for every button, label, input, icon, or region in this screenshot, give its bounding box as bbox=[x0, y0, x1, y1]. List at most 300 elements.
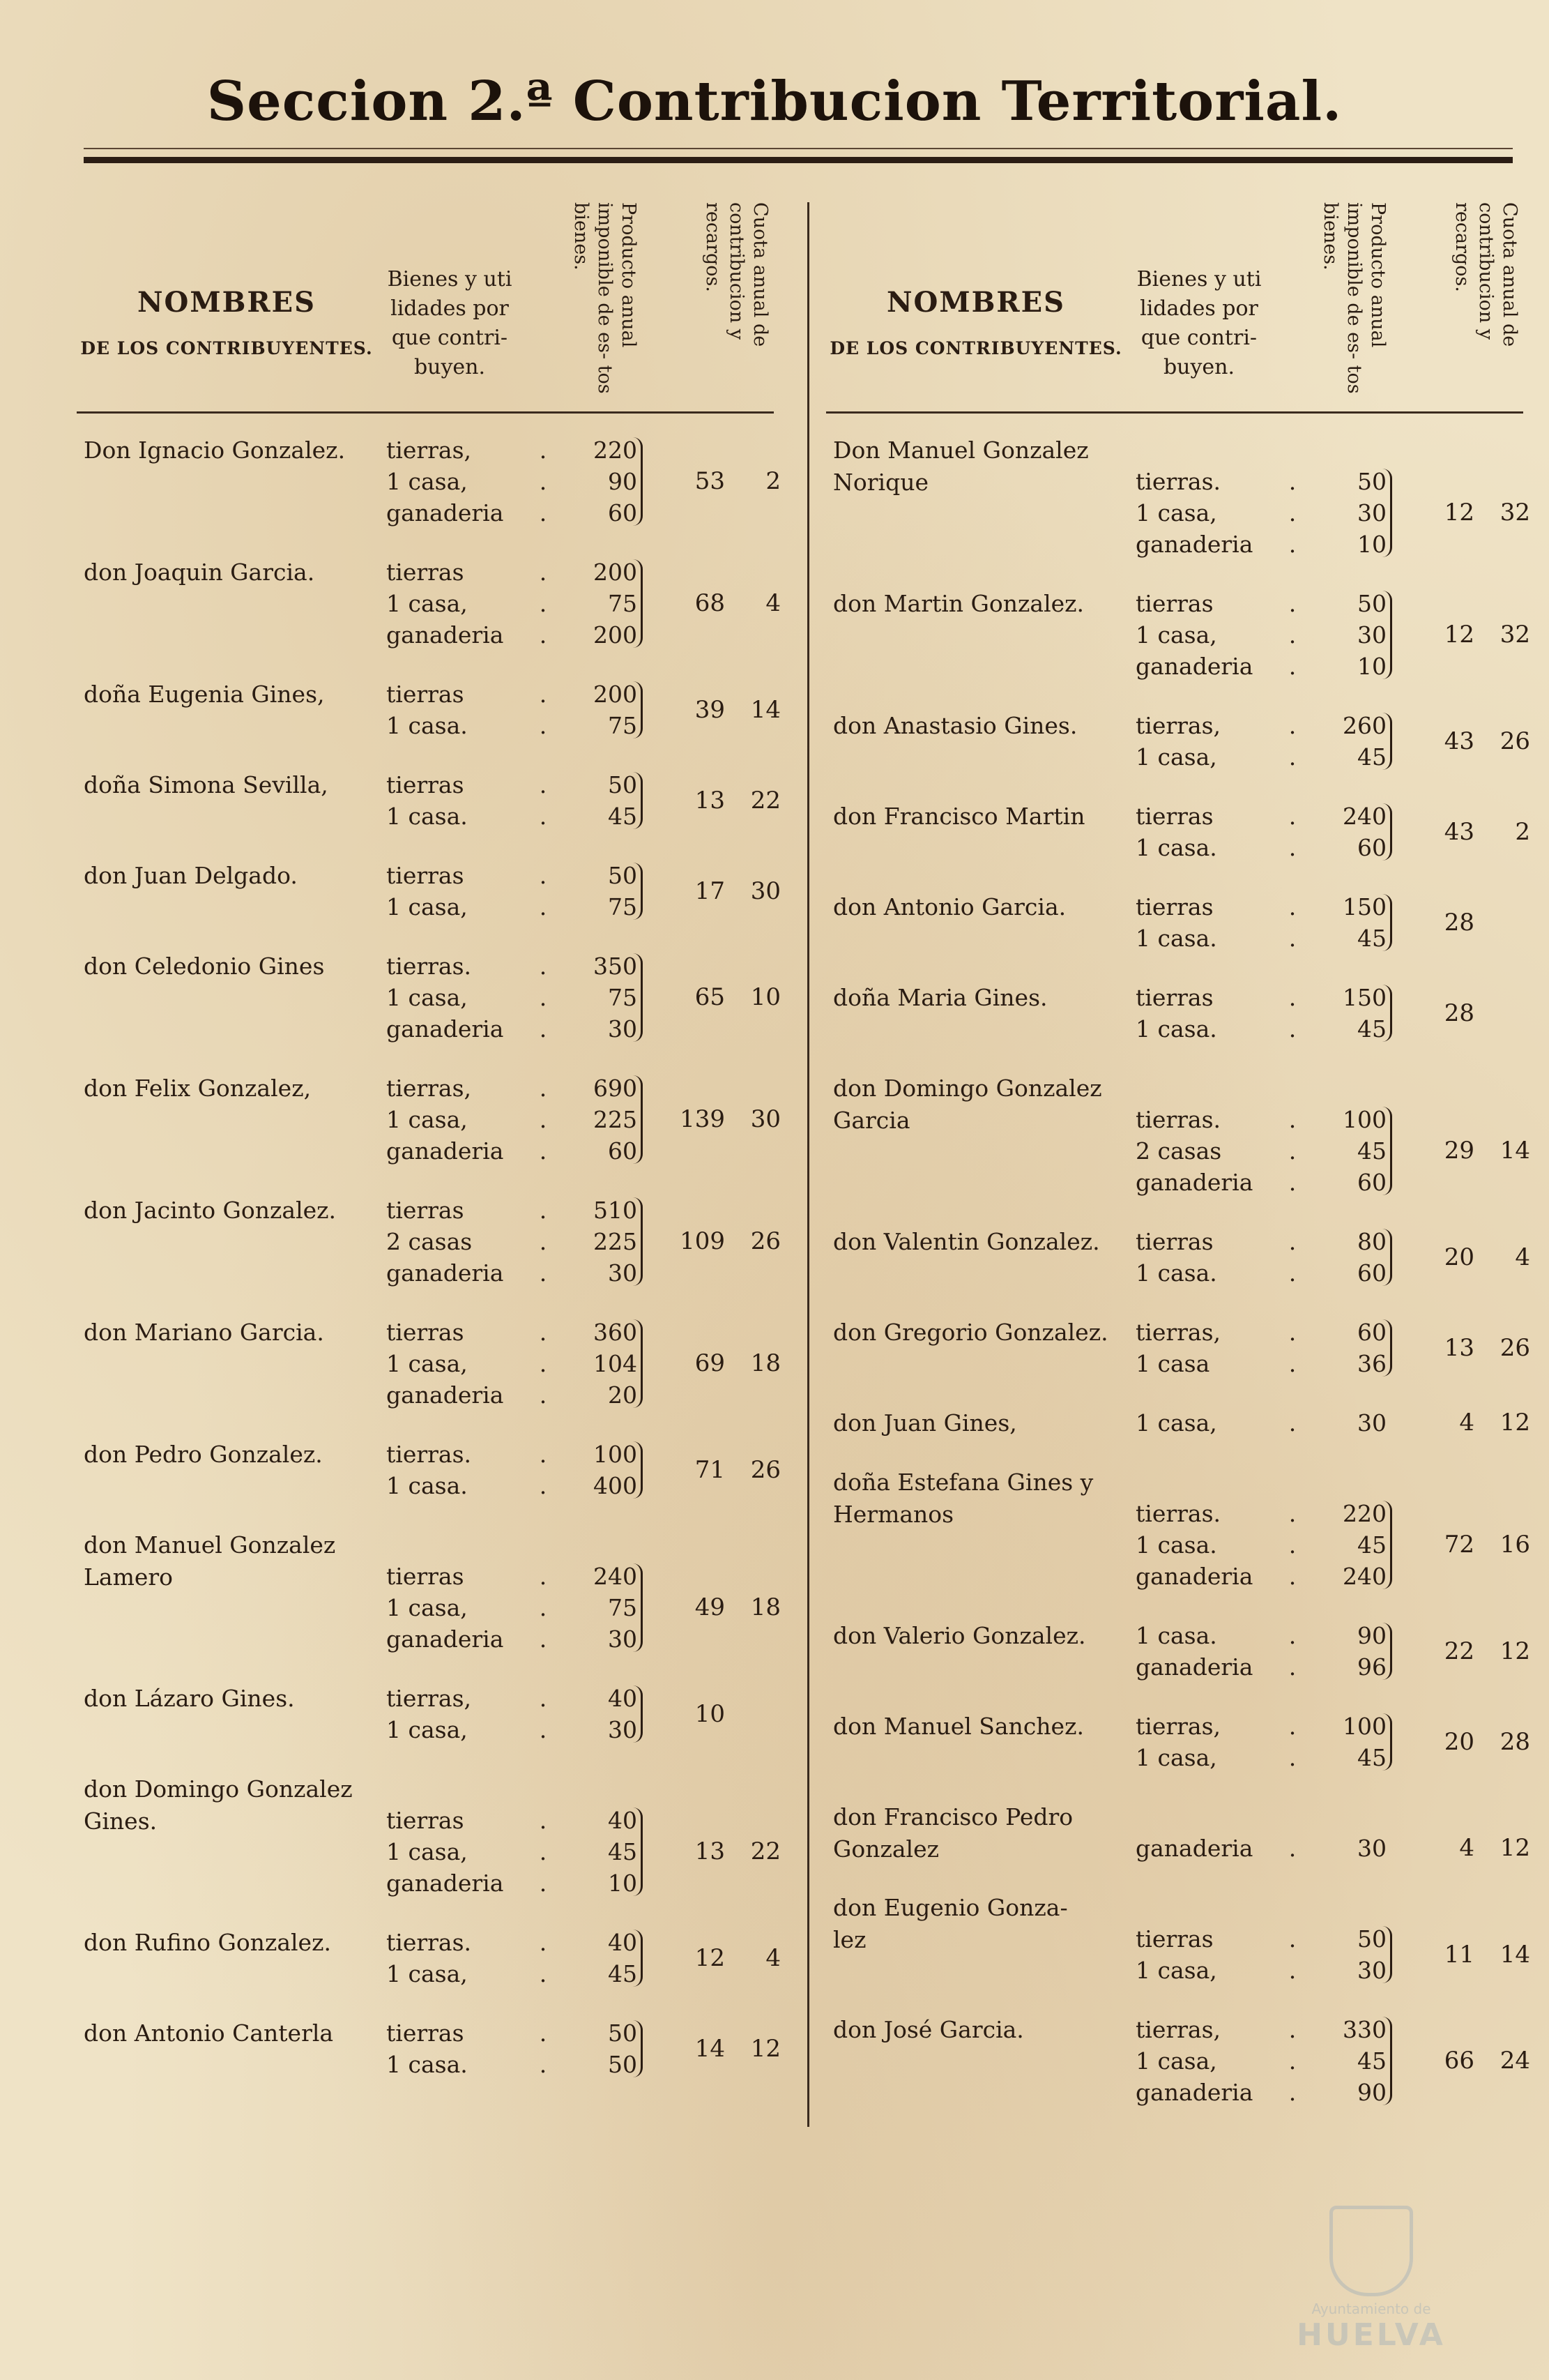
table-row bbox=[826, 1711, 1530, 1773]
property-value: 200 bbox=[593, 681, 637, 708]
property-type: tierras bbox=[386, 1807, 464, 1834]
leader-dot: . bbox=[539, 621, 547, 649]
watermark-big: HUELVA bbox=[1297, 2317, 1446, 2353]
leader-dot: . bbox=[539, 1685, 547, 1712]
property-type: tierras. bbox=[386, 1929, 471, 1956]
table-row bbox=[826, 891, 1523, 954]
cuota-reales: 13 bbox=[694, 786, 725, 814]
table-row bbox=[77, 1529, 781, 1655]
property-list bbox=[383, 1439, 648, 1501]
leader-dot bbox=[533, 1773, 554, 1805]
property-type: 1 casa, bbox=[386, 893, 468, 920]
table-row bbox=[826, 1892, 1530, 1986]
property-item bbox=[1133, 1407, 1398, 1439]
property-item bbox=[1133, 982, 1398, 1013]
property-type: tierras bbox=[386, 559, 464, 586]
property-item bbox=[1133, 497, 1398, 529]
property-item bbox=[1133, 1466, 1398, 1498]
leader-dot: . bbox=[539, 559, 547, 586]
property-item bbox=[1133, 923, 1398, 954]
cuota-maravedis: 12 bbox=[1500, 1834, 1530, 1862]
leader-dot: . bbox=[1288, 893, 1297, 920]
property-value: 45 bbox=[1357, 1531, 1387, 1559]
property-type: ganaderia bbox=[386, 1870, 504, 1897]
table-row bbox=[77, 1195, 781, 1289]
leader-dot: . bbox=[1288, 1957, 1297, 1984]
property-value: 50 bbox=[1357, 468, 1387, 495]
property-item bbox=[1133, 1013, 1398, 1045]
property-item bbox=[383, 801, 648, 832]
contributor-name: don Eugenio Gonza- lez bbox=[833, 1894, 1068, 1953]
property-list bbox=[383, 1072, 648, 1167]
property-type: 1 casa, bbox=[1136, 2047, 1217, 2075]
property-value bbox=[554, 1773, 641, 1805]
property-value: 45 bbox=[608, 803, 637, 830]
leader-dot: . bbox=[539, 468, 547, 495]
leader-dot: . bbox=[539, 1870, 547, 1897]
property-type: tierras. bbox=[1136, 1500, 1221, 1527]
property-item bbox=[383, 1927, 648, 1958]
leader-dot: . bbox=[539, 681, 547, 708]
grouping-brace bbox=[1382, 1926, 1392, 1983]
property-value: 510 bbox=[593, 1197, 637, 1224]
property-list bbox=[1133, 1620, 1398, 1683]
leader-dot: . bbox=[1288, 2016, 1297, 2043]
property-value: 100 bbox=[593, 1441, 637, 1468]
property-list bbox=[1133, 801, 1398, 863]
property-list bbox=[383, 1927, 648, 1989]
property-value: 40 bbox=[608, 1929, 637, 1956]
cuota-reales: 68 bbox=[694, 589, 725, 617]
huelva-watermark bbox=[1291, 2206, 1451, 2353]
property-item bbox=[1133, 891, 1398, 923]
leader-dot: . bbox=[1288, 1713, 1297, 1740]
property-list bbox=[1133, 1226, 1398, 1289]
property-item bbox=[383, 1135, 648, 1167]
property-value: 50 bbox=[1357, 590, 1387, 617]
property-value: 50 bbox=[608, 862, 637, 889]
leader-dot: . bbox=[539, 499, 547, 526]
leader-dot: . bbox=[1288, 653, 1297, 680]
property-type: tierras, bbox=[386, 1685, 471, 1712]
property-item bbox=[1133, 1923, 1398, 1955]
contributor-name: doña Eugenia Gines, bbox=[84, 681, 325, 708]
cuota-reales: 66 bbox=[1444, 2047, 1474, 2075]
property-type: ganaderia bbox=[1136, 1563, 1253, 1590]
table-row bbox=[826, 2014, 1530, 2108]
table-row bbox=[826, 1620, 1530, 1683]
property-value: 45 bbox=[1357, 743, 1387, 771]
leader-dot: . bbox=[1288, 1228, 1297, 1255]
property-type: 1 casa, bbox=[1136, 1744, 1217, 1771]
cuota-maravedis: 32 bbox=[1500, 621, 1530, 649]
property-value: 45 bbox=[1357, 1137, 1387, 1165]
property-value: 60 bbox=[1357, 1319, 1387, 1346]
property-type bbox=[1133, 1801, 1282, 1833]
property-list bbox=[383, 434, 648, 529]
cuota-amount bbox=[655, 1837, 781, 1865]
grouping-brace bbox=[632, 559, 643, 648]
leader-dot bbox=[1282, 1072, 1303, 1104]
leader-dot: . bbox=[1288, 531, 1297, 558]
property-item bbox=[383, 1714, 648, 1745]
property-type: 2 casas bbox=[1136, 1137, 1222, 1165]
property-item bbox=[383, 497, 648, 529]
cuota-reales: 28 bbox=[1444, 908, 1474, 937]
cuota-amount bbox=[1405, 727, 1530, 755]
contributor-name: don Manuel Sanchez. bbox=[833, 1713, 1084, 1740]
property-value: 60 bbox=[1357, 1259, 1387, 1287]
property-type: tierras bbox=[386, 2019, 464, 2047]
property-value: 260 bbox=[1343, 712, 1387, 739]
property-value: 220 bbox=[1343, 1500, 1387, 1527]
property-value: 10 bbox=[1357, 531, 1387, 558]
cuota-reales: 12 bbox=[1444, 499, 1474, 526]
property-list bbox=[383, 679, 648, 741]
property-value: 75 bbox=[608, 984, 637, 1011]
leader-dot: . bbox=[539, 1472, 547, 1499]
property-item bbox=[383, 2049, 648, 2080]
property-item bbox=[383, 556, 648, 588]
table-row bbox=[77, 860, 781, 923]
property-value: 80 bbox=[1357, 1228, 1387, 1255]
grouping-brace bbox=[1382, 1501, 1392, 1589]
header-names bbox=[77, 286, 376, 358]
cuota-amount bbox=[655, 983, 781, 1011]
cuota-reales: 10 bbox=[694, 1699, 725, 1728]
property-type: 1 casa. bbox=[386, 2051, 468, 2078]
table-row bbox=[826, 588, 1530, 682]
cuota-maravedis: 24 bbox=[1500, 2047, 1530, 2075]
cuota-amount bbox=[1405, 1137, 1530, 1165]
property-type: 1 casa, bbox=[386, 590, 468, 617]
property-item bbox=[383, 1805, 648, 1836]
property-type: tierras. bbox=[1136, 1106, 1221, 1133]
property-item bbox=[383, 891, 648, 923]
property-type: tierras. bbox=[386, 1441, 471, 1468]
cuota-amount bbox=[1405, 1728, 1530, 1756]
cuota-reales: 4 bbox=[1459, 1409, 1474, 1437]
property-item bbox=[1133, 1498, 1398, 1529]
cuota-maravedis bbox=[1481, 999, 1530, 1027]
contributor-name: doña Maria Gines. bbox=[833, 984, 1048, 1011]
leader-dot: . bbox=[539, 712, 547, 739]
property-type: tierras bbox=[386, 771, 464, 798]
cuota-reales: 72 bbox=[1444, 1531, 1474, 1559]
property-list bbox=[1133, 434, 1398, 560]
leader-dot: . bbox=[539, 1197, 547, 1224]
cuota-maravedis: 14 bbox=[750, 695, 781, 724]
property-type: 1 casa. bbox=[1136, 834, 1217, 861]
property-item bbox=[383, 982, 648, 1013]
leader-dot: . bbox=[1288, 2079, 1297, 2106]
leader-dot: . bbox=[539, 1716, 547, 1743]
cuota-maravedis: 12 bbox=[750, 2034, 781, 2063]
grouping-brace bbox=[1382, 469, 1392, 557]
property-value bbox=[1303, 1466, 1391, 1498]
property-type: 1 casa, bbox=[1136, 743, 1217, 771]
leader-dot: . bbox=[539, 1228, 547, 1255]
cuota-amount bbox=[655, 589, 781, 617]
property-value: 400 bbox=[593, 1472, 637, 1499]
property-item bbox=[1133, 529, 1398, 560]
contributor-name: doña Simona Sevilla, bbox=[84, 771, 328, 798]
property-value: 45 bbox=[1357, 1744, 1387, 1771]
leader-dot: . bbox=[539, 1594, 547, 1621]
property-item bbox=[1133, 1317, 1398, 1348]
cuota-maravedis: 18 bbox=[750, 1593, 781, 1621]
cuota-reales: 39 bbox=[694, 695, 725, 724]
leader-dot: . bbox=[539, 1015, 547, 1043]
cuota-amount bbox=[1405, 1834, 1530, 1862]
cuota-maravedis: 12 bbox=[1500, 1637, 1530, 1665]
property-item bbox=[383, 2017, 648, 2049]
leader-dot: . bbox=[1288, 1653, 1297, 1681]
property-item bbox=[1133, 619, 1398, 651]
property-item bbox=[383, 434, 648, 466]
property-item bbox=[1133, 741, 1398, 773]
property-value: 104 bbox=[593, 1350, 637, 1377]
leader-dot: . bbox=[1288, 1259, 1297, 1287]
property-value: 220 bbox=[593, 437, 637, 464]
property-type: ganaderia bbox=[386, 1259, 504, 1287]
grouping-brace bbox=[1382, 985, 1392, 1042]
property-type: 1 casa. bbox=[1136, 1531, 1217, 1559]
property-value: 330 bbox=[1343, 2016, 1387, 2043]
grouping-brace bbox=[632, 1075, 643, 1164]
property-item bbox=[383, 1348, 648, 1379]
leader-dot: . bbox=[1288, 1925, 1297, 1953]
cuota-reales: 13 bbox=[1444, 1333, 1474, 1362]
property-value: 30 bbox=[608, 1015, 637, 1043]
property-type: 1 casa. bbox=[1136, 1259, 1217, 1287]
cuota-maravedis: 22 bbox=[750, 786, 781, 814]
property-type bbox=[1133, 1892, 1282, 1923]
property-item bbox=[383, 1226, 648, 1257]
property-type bbox=[1133, 1072, 1282, 1104]
property-item bbox=[383, 950, 648, 982]
property-value: 45 bbox=[608, 1960, 637, 1987]
grouping-brace bbox=[632, 1685, 643, 1743]
property-item bbox=[383, 1439, 648, 1470]
property-item bbox=[1133, 434, 1398, 466]
table-row bbox=[77, 1683, 774, 1745]
property-type: tierras bbox=[1136, 893, 1214, 920]
leader-dot bbox=[533, 1529, 554, 1561]
property-type: tierras bbox=[1136, 590, 1214, 617]
leader-dot: . bbox=[1288, 925, 1297, 952]
property-type bbox=[383, 1529, 533, 1561]
leader-dot: . bbox=[539, 953, 547, 980]
entries-right bbox=[826, 434, 1530, 2108]
title-rule-thin bbox=[84, 148, 1513, 149]
property-list bbox=[1133, 891, 1398, 954]
property-type: tierras bbox=[386, 862, 464, 889]
property-value: 75 bbox=[608, 893, 637, 920]
property-item bbox=[383, 769, 648, 801]
property-type: ganaderia bbox=[1136, 1653, 1253, 1681]
cuota-reales: 43 bbox=[1444, 817, 1474, 846]
property-item bbox=[383, 1529, 648, 1561]
property-item bbox=[1133, 1529, 1398, 1561]
property-item bbox=[383, 860, 648, 891]
cuota-amount bbox=[655, 1593, 781, 1621]
leader-dot: . bbox=[539, 1807, 547, 1834]
contributor-name: don Antonio Canterla bbox=[84, 2019, 334, 2047]
leader-dot: . bbox=[1288, 590, 1297, 617]
leader-dot: . bbox=[1288, 834, 1297, 861]
leader-dot: . bbox=[539, 590, 547, 617]
grouping-brace bbox=[632, 2020, 643, 2077]
property-list bbox=[383, 556, 648, 651]
property-item bbox=[1133, 1651, 1398, 1683]
leader-dot: . bbox=[539, 984, 547, 1011]
leader-dot: . bbox=[539, 1350, 547, 1377]
cuota-reales: 13 bbox=[694, 1837, 725, 1865]
grouping-brace bbox=[1382, 2017, 1392, 2105]
property-value: 36 bbox=[1357, 1350, 1387, 1377]
grouping-brace bbox=[1382, 1107, 1392, 1195]
property-item bbox=[1133, 1257, 1398, 1289]
table-header-left bbox=[77, 181, 774, 414]
property-type: tierras bbox=[386, 1197, 464, 1224]
table-row bbox=[826, 1072, 1530, 1198]
cuota-amount bbox=[655, 1349, 781, 1377]
property-value: 45 bbox=[1357, 2047, 1387, 2075]
property-type: tierras bbox=[1136, 984, 1214, 1011]
cuota-maravedis: 30 bbox=[750, 877, 781, 905]
cuota-amount bbox=[655, 877, 781, 905]
property-type: 1 casa, bbox=[1136, 621, 1217, 649]
property-value: 40 bbox=[608, 1685, 637, 1712]
property-type: 1 casa, bbox=[386, 984, 468, 1011]
cuota-reales: 139 bbox=[680, 1105, 725, 1133]
property-value bbox=[1303, 1892, 1391, 1923]
property-item bbox=[1133, 1135, 1398, 1167]
cuota-amount bbox=[655, 1456, 781, 1484]
property-item bbox=[383, 710, 648, 741]
contributor-name: don Antonio Garcia. bbox=[833, 893, 1067, 920]
property-item bbox=[383, 1623, 648, 1655]
property-type: ganaderia bbox=[386, 1137, 504, 1165]
property-item bbox=[1133, 2045, 1398, 2077]
property-type: tierras, bbox=[1136, 2016, 1221, 2043]
contributor-name: don Francisco Martin bbox=[833, 803, 1085, 830]
grouping-brace bbox=[632, 953, 643, 1042]
property-value: 60 bbox=[608, 1137, 637, 1165]
property-value: 225 bbox=[593, 1228, 637, 1255]
cuota-reales: 17 bbox=[694, 877, 725, 905]
property-value: 60 bbox=[1357, 1169, 1387, 1196]
property-list bbox=[1133, 2014, 1398, 2108]
property-value: 90 bbox=[608, 468, 637, 495]
cuota-maravedis: 12 bbox=[1500, 1409, 1530, 1437]
grouping-brace bbox=[632, 681, 643, 738]
grouping-brace bbox=[1382, 803, 1392, 861]
contributor-name: don Lázaro Gines. bbox=[84, 1685, 295, 1712]
property-value: 30 bbox=[608, 1716, 637, 1743]
property-type: 1 casa. bbox=[1136, 1015, 1217, 1043]
leader-dot: . bbox=[1288, 1622, 1297, 1649]
contributor-name: don Celedonio Gines bbox=[84, 953, 325, 980]
leader-dot: . bbox=[539, 893, 547, 920]
table-row bbox=[826, 1801, 1530, 1864]
property-item bbox=[1133, 1072, 1398, 1104]
property-type: tierras, bbox=[1136, 1713, 1221, 1740]
grouping-brace bbox=[1382, 894, 1392, 951]
property-value: 60 bbox=[1357, 834, 1387, 861]
grouping-brace bbox=[1382, 1623, 1392, 1680]
property-value: 40 bbox=[608, 1807, 637, 1834]
property-item bbox=[383, 1683, 648, 1714]
cuota-amount bbox=[655, 467, 781, 495]
property-value: 45 bbox=[1357, 1015, 1387, 1043]
property-type bbox=[1133, 1466, 1282, 1498]
leader-dot: . bbox=[539, 862, 547, 889]
leader-dot: . bbox=[1288, 2047, 1297, 2075]
cuota-reales: 20 bbox=[1444, 1727, 1474, 1756]
leader-dot: . bbox=[1288, 1835, 1297, 1862]
contributor-name: don Juan Gines, bbox=[833, 1409, 1017, 1437]
contributor-name: don Valerio Gonzalez. bbox=[833, 1622, 1086, 1649]
cuota-amount bbox=[655, 2035, 781, 2063]
cuota-reales: 11 bbox=[1444, 1940, 1474, 1969]
leader-dot: . bbox=[539, 1075, 547, 1102]
cuota-reales: 4 bbox=[1459, 1834, 1474, 1862]
right-column bbox=[826, 181, 1530, 2136]
cuota-reales: 65 bbox=[694, 983, 725, 1011]
cuota-reales: 12 bbox=[694, 1943, 725, 1972]
property-value: 75 bbox=[608, 590, 637, 617]
leader-dot: . bbox=[1288, 1169, 1297, 1196]
property-value: 150 bbox=[1343, 893, 1387, 920]
cuota-amount bbox=[1405, 621, 1530, 649]
property-type: tierras bbox=[1136, 803, 1214, 830]
property-value: 100 bbox=[1343, 1713, 1387, 1740]
table-row bbox=[826, 1466, 1530, 1592]
leader-dot: . bbox=[1288, 1137, 1297, 1165]
property-type: tierras, bbox=[1136, 1319, 1221, 1346]
property-item bbox=[383, 1013, 648, 1045]
property-value bbox=[554, 1529, 641, 1561]
leader-dot: . bbox=[1288, 712, 1297, 739]
leader-dot: . bbox=[539, 2051, 547, 2078]
grouping-brace bbox=[632, 1441, 643, 1499]
contributor-name: don Rufino Gonzalez. bbox=[84, 1929, 331, 1956]
leader-dot bbox=[1282, 1801, 1303, 1833]
table-row bbox=[826, 710, 1530, 773]
cuota-reales: 109 bbox=[680, 1227, 725, 1255]
table-row bbox=[77, 1439, 781, 1501]
property-value bbox=[1303, 1801, 1391, 1833]
table-row bbox=[826, 801, 1530, 863]
property-type: 1 casa, bbox=[386, 1106, 468, 1133]
leader-dot: . bbox=[539, 437, 547, 464]
header-bienes bbox=[1126, 265, 1272, 382]
property-list bbox=[383, 860, 648, 923]
property-item bbox=[1133, 1104, 1398, 1135]
cuota-maravedis: 2 bbox=[1515, 817, 1530, 846]
cuota-maravedis: 4 bbox=[1515, 1243, 1530, 1271]
cuota-amount bbox=[655, 787, 781, 814]
property-value: 10 bbox=[1357, 653, 1387, 680]
property-value: 150 bbox=[1343, 984, 1387, 1011]
entries-left bbox=[77, 434, 781, 2080]
leader-dot bbox=[1282, 1892, 1303, 1923]
property-value: 90 bbox=[1357, 1622, 1387, 1649]
property-item bbox=[1133, 1892, 1398, 1923]
cuota-maravedis bbox=[1481, 909, 1530, 937]
